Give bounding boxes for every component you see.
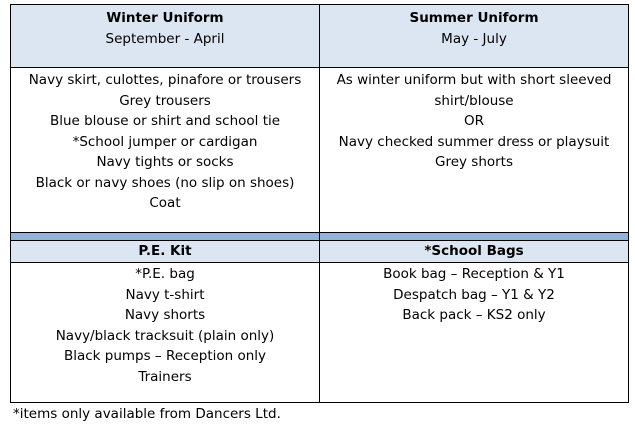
bags-header — [320, 241, 628, 262]
list-item: Navy shorts — [124, 307, 206, 323]
list-item: Grey trousers — [119, 92, 211, 109]
list-item: Despatch bag – Y1 & Y2 — [393, 286, 555, 303]
summer-period: May - July — [441, 30, 507, 47]
pe-title: P.E. Kit — [138, 243, 192, 259]
summer-title: Summer Uniform — [409, 10, 539, 26]
bags-title: *School Bags — [424, 243, 524, 259]
list-item: As winter uniform but with short sleeved — [336, 72, 612, 88]
list-item: Navy/black tracksuit (plain only) — [55, 327, 275, 344]
list-item: Coat — [149, 195, 181, 211]
column-divider — [319, 5, 320, 402]
list-item: Trainers — [138, 368, 192, 385]
list-item: *School jumper or cardigan — [72, 133, 258, 150]
list-item: Navy t-shirt — [125, 286, 205, 303]
list-item: Back pack – KS2 only — [402, 307, 546, 323]
list-item: Book bag – Reception & Y1 — [383, 266, 565, 282]
uniform-table — [10, 4, 629, 403]
list-item: Black pumps – Reception only — [63, 348, 267, 364]
winter-header — [11, 5, 319, 67]
list-item: *P.E. bag — [135, 266, 195, 282]
list-item: Grey shorts — [434, 154, 514, 170]
list-item: Navy tights or socks — [96, 154, 234, 170]
winter-list — [11, 68, 319, 232]
list-item: Black or navy shoes (no slip on shoes) — [35, 174, 295, 191]
winter-title: Winter Uniform — [106, 10, 224, 26]
list-item: Navy checked summer dress or playsuit — [338, 133, 610, 150]
bags-list — [320, 263, 628, 402]
footnote: *items only available from Dancers Ltd. — [13, 406, 281, 422]
pe-header — [11, 241, 319, 262]
list-item: Blue blouse or shirt and school tie — [49, 113, 281, 129]
pe-list — [11, 263, 319, 402]
list-item: Navy skirt, culottes, pinafore or trousers — [28, 72, 302, 88]
summer-header — [320, 5, 628, 67]
list-item: OR — [463, 113, 484, 129]
list-item: shirt/blouse — [434, 92, 514, 109]
summer-list — [320, 68, 628, 232]
winter-period: September - April — [105, 30, 225, 47]
